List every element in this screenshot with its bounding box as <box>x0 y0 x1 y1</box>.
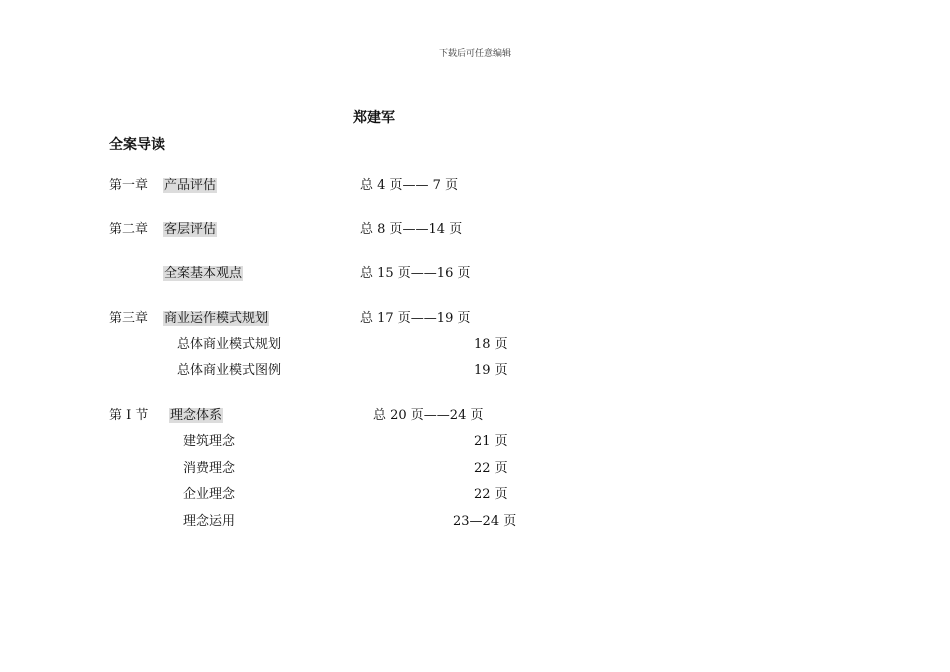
entry-pages: 总 15 页——16 页 <box>360 266 471 281</box>
entry-pages: 总 8 页——14 页 <box>360 222 463 237</box>
sub-entry-pages: 22 页 <box>474 461 508 476</box>
sub-entry-title: 总体商业模式规划 <box>177 337 282 352</box>
sub-entry-pages: 22 页 <box>474 487 508 502</box>
entry-title-text: 客层评估 <box>164 222 217 237</box>
sub-entry-title: 建筑理念 <box>183 434 236 449</box>
entry-pages: 总 17 页——19 页 <box>360 311 471 326</box>
entry-title <box>163 177 217 195</box>
chapter-label: 第一章 <box>109 178 149 193</box>
entry-title-text: 商业运作模式规划 <box>164 311 269 326</box>
sub-entry-title: 总体商业模式图例 <box>177 363 282 378</box>
section-label: 第 I 节 <box>109 408 149 423</box>
sub-entry-pages: 19 页 <box>474 363 508 378</box>
entry-title-text: 产品评估 <box>164 178 217 193</box>
entry-title-text: 理念体系 <box>170 408 223 423</box>
entry-title <box>163 310 269 328</box>
entry-title <box>163 265 243 283</box>
sub-entry-title: 理念运用 <box>183 514 236 529</box>
author-name: 郑建军 <box>353 110 395 126</box>
entry-pages: 总 4 页—— 7 页 <box>360 178 459 193</box>
entry-title <box>163 221 217 239</box>
sub-entry-pages: 21 页 <box>474 434 508 449</box>
header-note: 下载后可任意编辑 <box>438 49 511 59</box>
entry-title <box>169 407 223 425</box>
sub-entry-title: 消费理念 <box>183 461 236 476</box>
entry-title-text: 全案基本观点 <box>164 266 243 281</box>
chapter-label: 第三章 <box>109 311 149 326</box>
chapter-label: 第二章 <box>109 222 149 237</box>
sub-entry-title: 企业理念 <box>183 487 236 502</box>
entry-pages: 总 20 页——24 页 <box>373 408 484 423</box>
section-title: 全案导读 <box>109 137 165 153</box>
sub-entry-pages: 18 页 <box>474 337 508 352</box>
sub-entry-pages: 23—24 页 <box>453 514 517 529</box>
